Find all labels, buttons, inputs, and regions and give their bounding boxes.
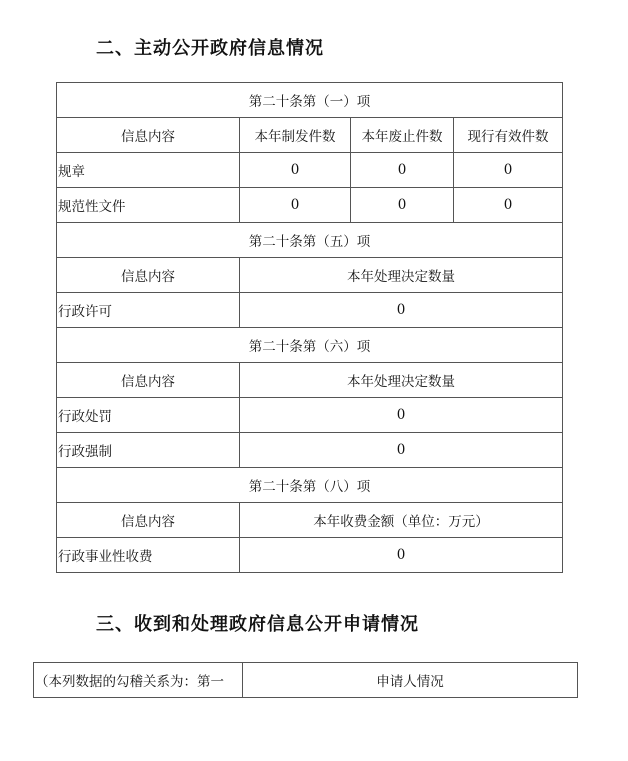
cell-value: 0	[240, 293, 563, 328]
header-info-content: 信息内容	[57, 363, 240, 398]
block-6-header-row	[57, 363, 563, 398]
cell-value: 0	[351, 188, 454, 223]
block-8-title-row	[57, 468, 563, 503]
header-valid-count: 现行有效件数	[454, 118, 563, 153]
block-1-title: 第二十条第（一）项	[57, 83, 563, 118]
row-label: 行政许可	[57, 293, 240, 328]
header-info-content: 信息内容	[57, 258, 240, 293]
table-row	[34, 663, 578, 698]
cell-value: 0	[351, 153, 454, 188]
row-label: 规范性文件	[57, 188, 240, 223]
row-label: 行政强制	[57, 433, 240, 468]
block-5-header-row	[57, 258, 563, 293]
table-row	[57, 293, 563, 328]
block-5-title-row	[57, 223, 563, 258]
header-decision-count: 本年处理决定数量	[240, 363, 563, 398]
table-row	[57, 398, 563, 433]
section-2-heading: 二、主动公开政府信息情况	[96, 38, 324, 59]
block-1-title-row	[57, 83, 563, 118]
table-row	[57, 153, 563, 188]
cell-value: 0	[454, 188, 563, 223]
proactive-disclosure-table	[56, 82, 563, 573]
cell-value: 0	[240, 153, 351, 188]
row-label: 规章	[57, 153, 240, 188]
block-8-header-row	[57, 503, 563, 538]
cell-value: 0	[240, 433, 563, 468]
cell-value: 0	[240, 538, 563, 573]
cell-value: 0	[240, 398, 563, 433]
table-row	[57, 433, 563, 468]
cell-value: 0	[454, 153, 563, 188]
block-5-title: 第二十条第（五）项	[57, 223, 563, 258]
block-8-title: 第二十条第（八）项	[57, 468, 563, 503]
table-row	[57, 538, 563, 573]
block-6-title: 第二十条第（六）项	[57, 328, 563, 363]
block-6-title-row	[57, 328, 563, 363]
header-fee-amount: 本年收费金额（单位：万元）	[240, 503, 563, 538]
block-1-header-row	[57, 118, 563, 153]
cell-value: 0	[240, 188, 351, 223]
header-info-content: 信息内容	[57, 118, 240, 153]
header-issued-count: 本年制发件数	[240, 118, 351, 153]
data-relation-note: （本列数据的勾稽关系为：第一	[34, 663, 243, 698]
row-label: 行政事业性收费	[57, 538, 240, 573]
header-abolished-count: 本年废止件数	[351, 118, 454, 153]
application-table	[33, 662, 578, 698]
header-decision-count: 本年处理决定数量	[240, 258, 563, 293]
header-info-content: 信息内容	[57, 503, 240, 538]
applicant-info-header: 申请人情况	[243, 663, 578, 698]
table-row	[57, 188, 563, 223]
section-3-heading: 三、收到和处理政府信息公开申请情况	[96, 614, 419, 635]
row-label: 行政处罚	[57, 398, 240, 433]
